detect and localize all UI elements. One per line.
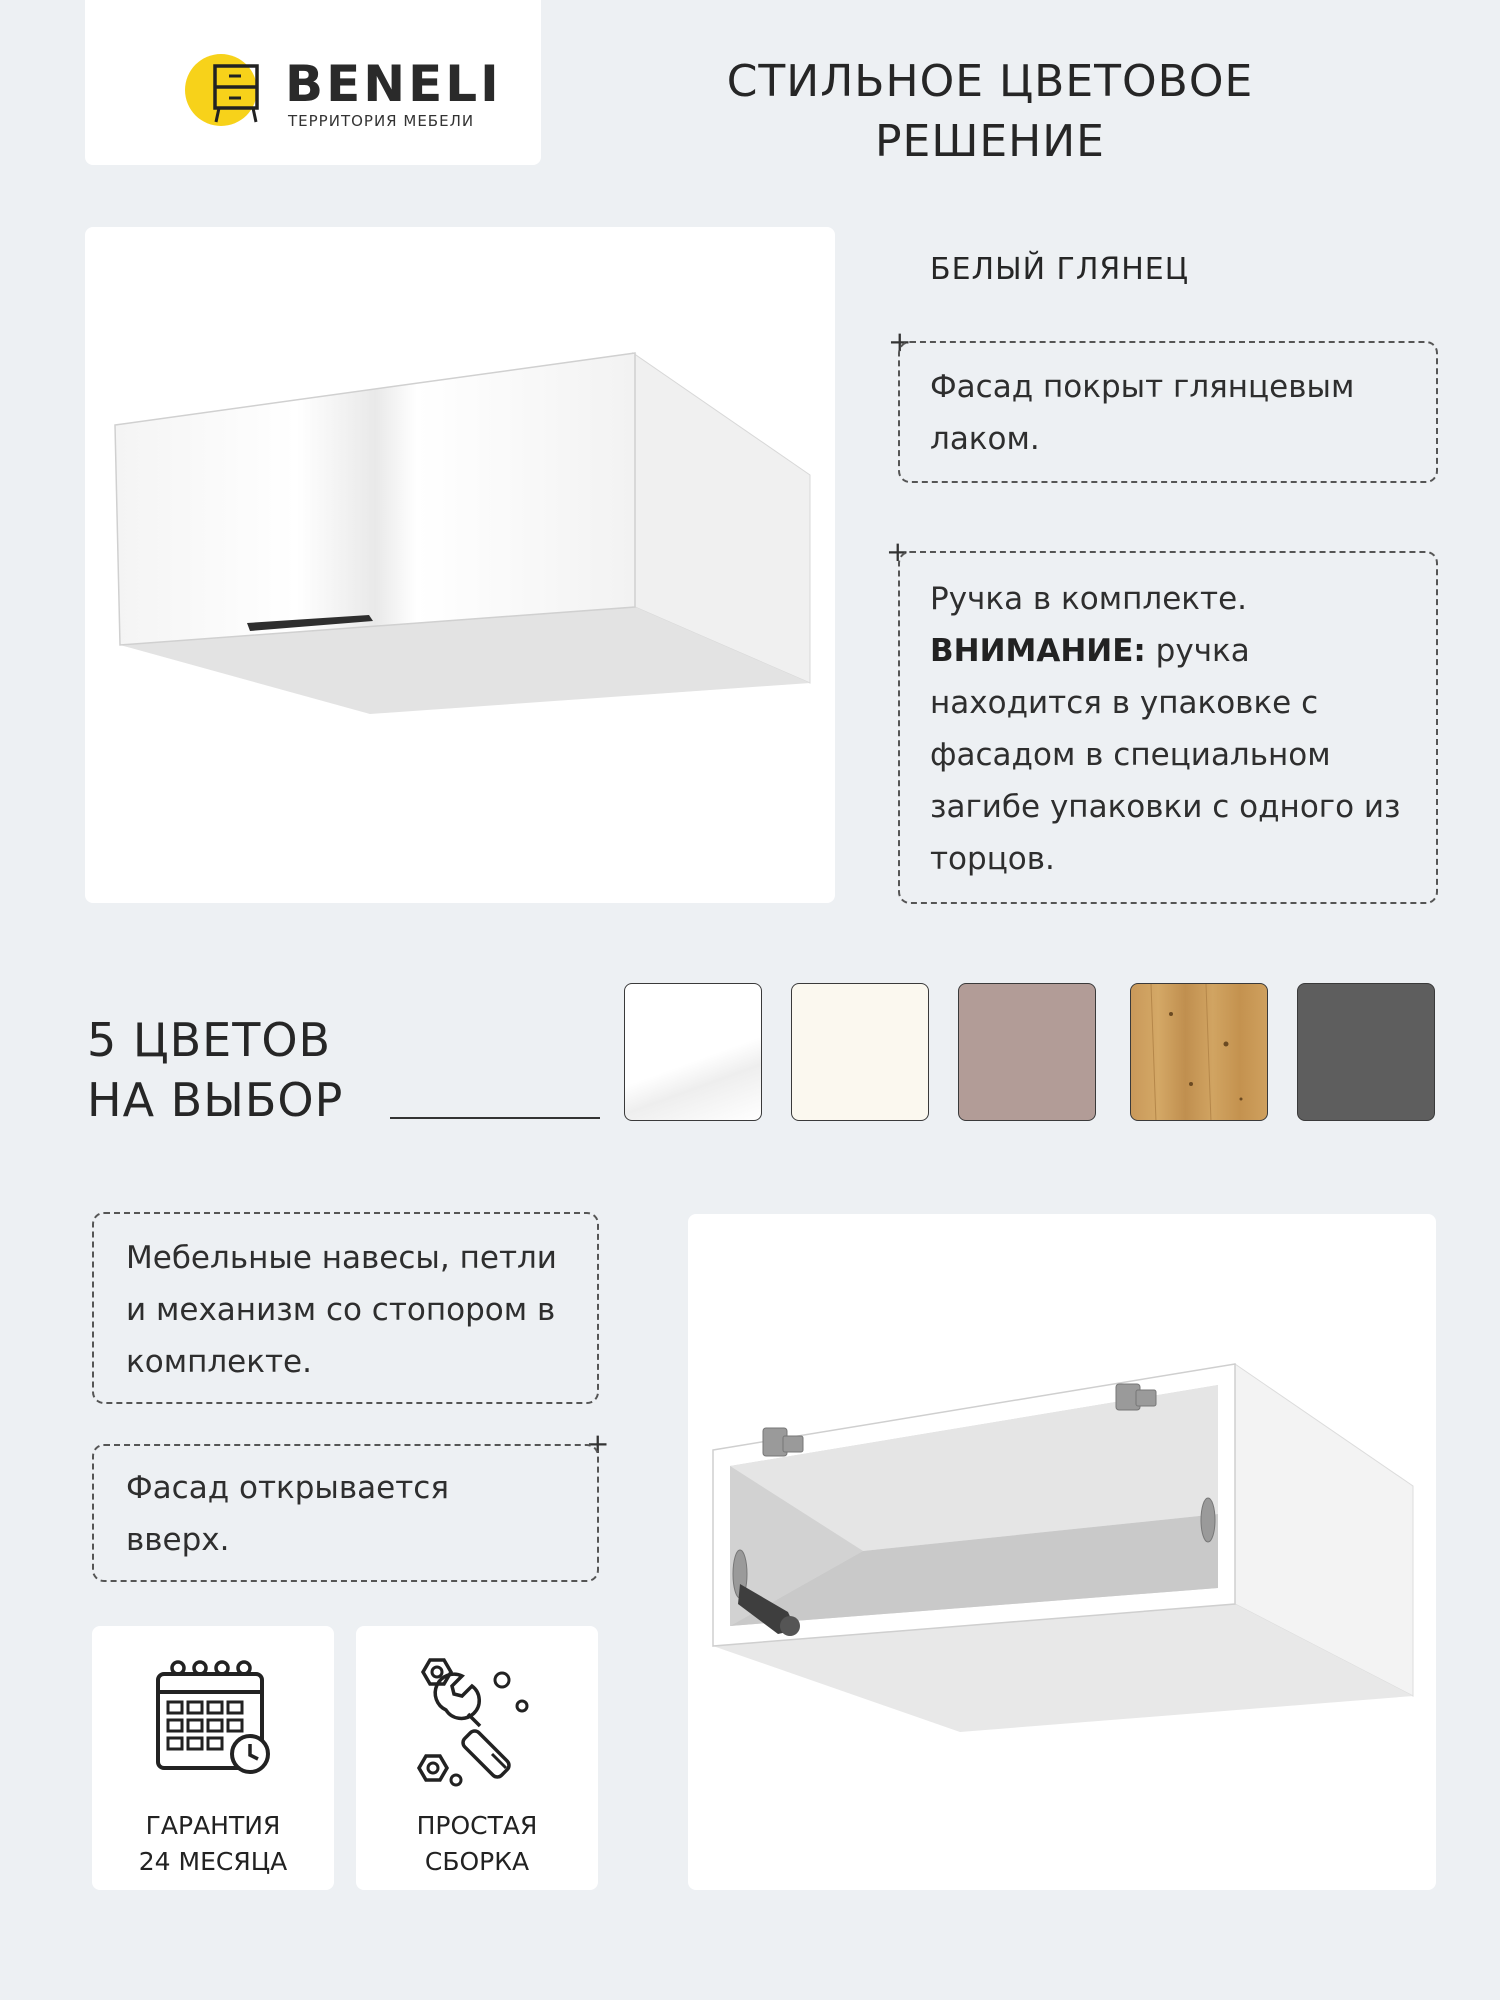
warranty-line1: ГАРАНТИЯ bbox=[145, 1811, 281, 1840]
colors-underline bbox=[390, 1117, 600, 1119]
assembly-label bbox=[356, 1808, 598, 1880]
swatch-graphite[interactable] bbox=[1297, 983, 1435, 1121]
brand-name: BENELI bbox=[285, 55, 502, 113]
assembly-line2: СБОРКА bbox=[424, 1847, 530, 1876]
gloss-note-text: Фасад покрыт глянцевым лаком. bbox=[930, 369, 1355, 457]
color-name: БЕЛЫЙ ГЛЯНЕЦ bbox=[930, 252, 1190, 287]
drawer-chest-icon bbox=[185, 52, 267, 134]
handle-note-box bbox=[898, 551, 1438, 904]
plus-icon: + bbox=[586, 1427, 610, 1460]
swatch-cream[interactable] bbox=[791, 983, 929, 1121]
logo-card bbox=[85, 0, 541, 165]
page-title-line2: РЕШЕНИЕ bbox=[875, 116, 1105, 167]
handle-note-text bbox=[930, 573, 1420, 885]
wrench-tools-icon bbox=[406, 1648, 546, 1788]
opening-note-box bbox=[92, 1444, 599, 1582]
hinges-note-box bbox=[92, 1212, 599, 1404]
warning-label: ВНИМАНИЕ: bbox=[930, 633, 1146, 669]
calendar-clock-icon bbox=[152, 1656, 276, 1780]
colors-heading bbox=[87, 1010, 343, 1130]
warranty-badge bbox=[92, 1626, 334, 1890]
product-image-front bbox=[85, 227, 835, 903]
hinges-note-text: Мебельные навесы, петли и механизм со стопором в комплекте. bbox=[126, 1240, 557, 1380]
page-title-line1: СТИЛЬНОЕ ЦВЕТОВОЕ bbox=[726, 56, 1254, 107]
colors-heading-line2: НА ВЫБОР bbox=[87, 1073, 344, 1127]
handle-note-rest: ручка находится в упаковке с фасадом в специальном загибе упаковки с одного из торцов. bbox=[930, 633, 1401, 877]
colors-heading-line1: 5 ЦВЕТОВ bbox=[87, 1013, 332, 1067]
swatch-white-gloss[interactable] bbox=[624, 983, 762, 1121]
assembly-badge bbox=[356, 1626, 598, 1890]
swatch-oak[interactable] bbox=[1130, 983, 1268, 1121]
gloss-note-box bbox=[898, 341, 1438, 483]
warranty-line2: 24 МЕСЯЦА bbox=[138, 1847, 288, 1876]
warranty-label bbox=[92, 1808, 334, 1880]
handle-note-line1: Ручка в комплекте. bbox=[930, 581, 1247, 617]
opening-note-text: Фасад открывается вверх. bbox=[126, 1470, 450, 1558]
page-title bbox=[620, 52, 1360, 172]
cabinet-open-illustration bbox=[688, 1214, 1436, 1890]
assembly-line1: ПРОСТАЯ bbox=[416, 1811, 538, 1840]
plus-icon: + bbox=[886, 535, 910, 568]
swatch-cappuccino[interactable] bbox=[958, 983, 1096, 1121]
wood-grain-pattern bbox=[1131, 984, 1268, 1121]
plus-icon: + bbox=[888, 325, 912, 358]
cabinet-closed-illustration bbox=[85, 227, 835, 903]
product-image-open bbox=[688, 1214, 1436, 1890]
brand-tagline: ТЕРРИТОРИЯ МЕБЕЛИ bbox=[288, 112, 475, 130]
